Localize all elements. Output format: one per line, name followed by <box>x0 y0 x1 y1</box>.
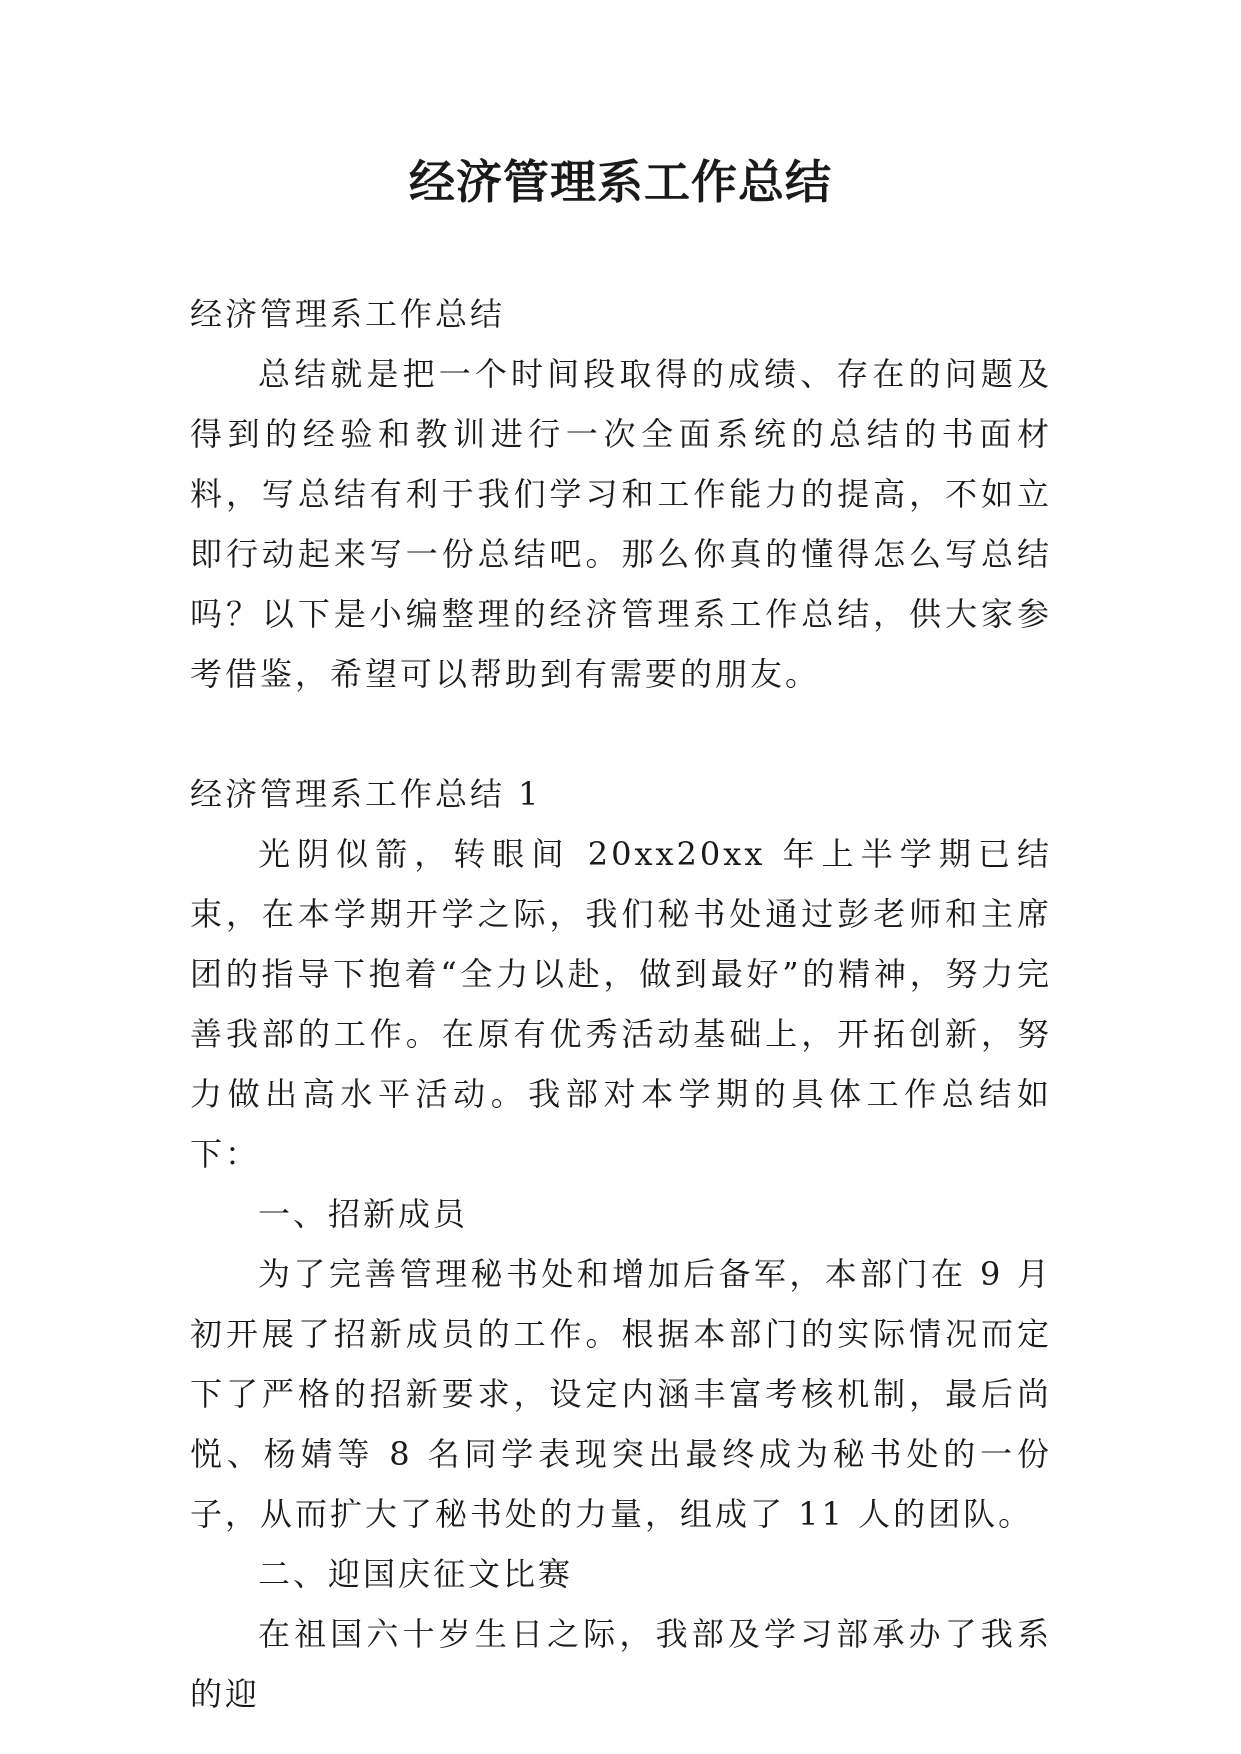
document-subtitle: 经济管理系工作总结 <box>190 295 506 333</box>
item-1-paragraph: 为了完善管理秘书处和增加后备军，本部门在 9 月初开展了招新成员的工作。根据本部门的实际情况而定下了严格的招新要求，设定内涵丰富考核机制，最后尚悦、杨婧等 8 名同学表现突出最终成为秘书处的一份子，从而扩大了秘书处的力量，组成了 11 人的团队。 <box>190 1255 1052 1533</box>
item-1-heading: 一、招新成员 <box>258 1195 469 1233</box>
section-1-paragraph: 光阴似箭，转眼间 20xx20xx 年上半学期已结束，在本学期开学之际，我们秘书处通过彭老师和主席团的指导下抱着“全力以赴，做到最好”的精神，努力完善我部的工作。在原有优秀活动基础上，开拓创新，努力做出高水平活动。我部对本学期的具体工作总结如下： <box>190 835 1052 1173</box>
document-title: 经济管理系工作总结 <box>409 155 832 209</box>
intro-paragraph: 总结就是把一个时间段取得的成绩、存在的问题及得到的经验和教训进行一次全面系统的总结的书面材料，写总结有利于我们学习和工作能力的提高，不如立即行动起来写一份总结吧。那么你真的懂得怎么写总结吗？以下是小编整理的经济管理系工作总结，供大家参考借鉴，希望可以帮助到有需要的朋友。 <box>190 355 1052 693</box>
document-body <box>190 284 1052 1724</box>
item-2-paragraph: 在祖国六十岁生日之际，我部及学习部承办了我系的迎 <box>190 1615 1052 1713</box>
item-2-heading: 二、迎国庆征文比赛 <box>258 1555 574 1593</box>
section-1-title: 经济管理系工作总结 1 <box>190 775 542 813</box>
